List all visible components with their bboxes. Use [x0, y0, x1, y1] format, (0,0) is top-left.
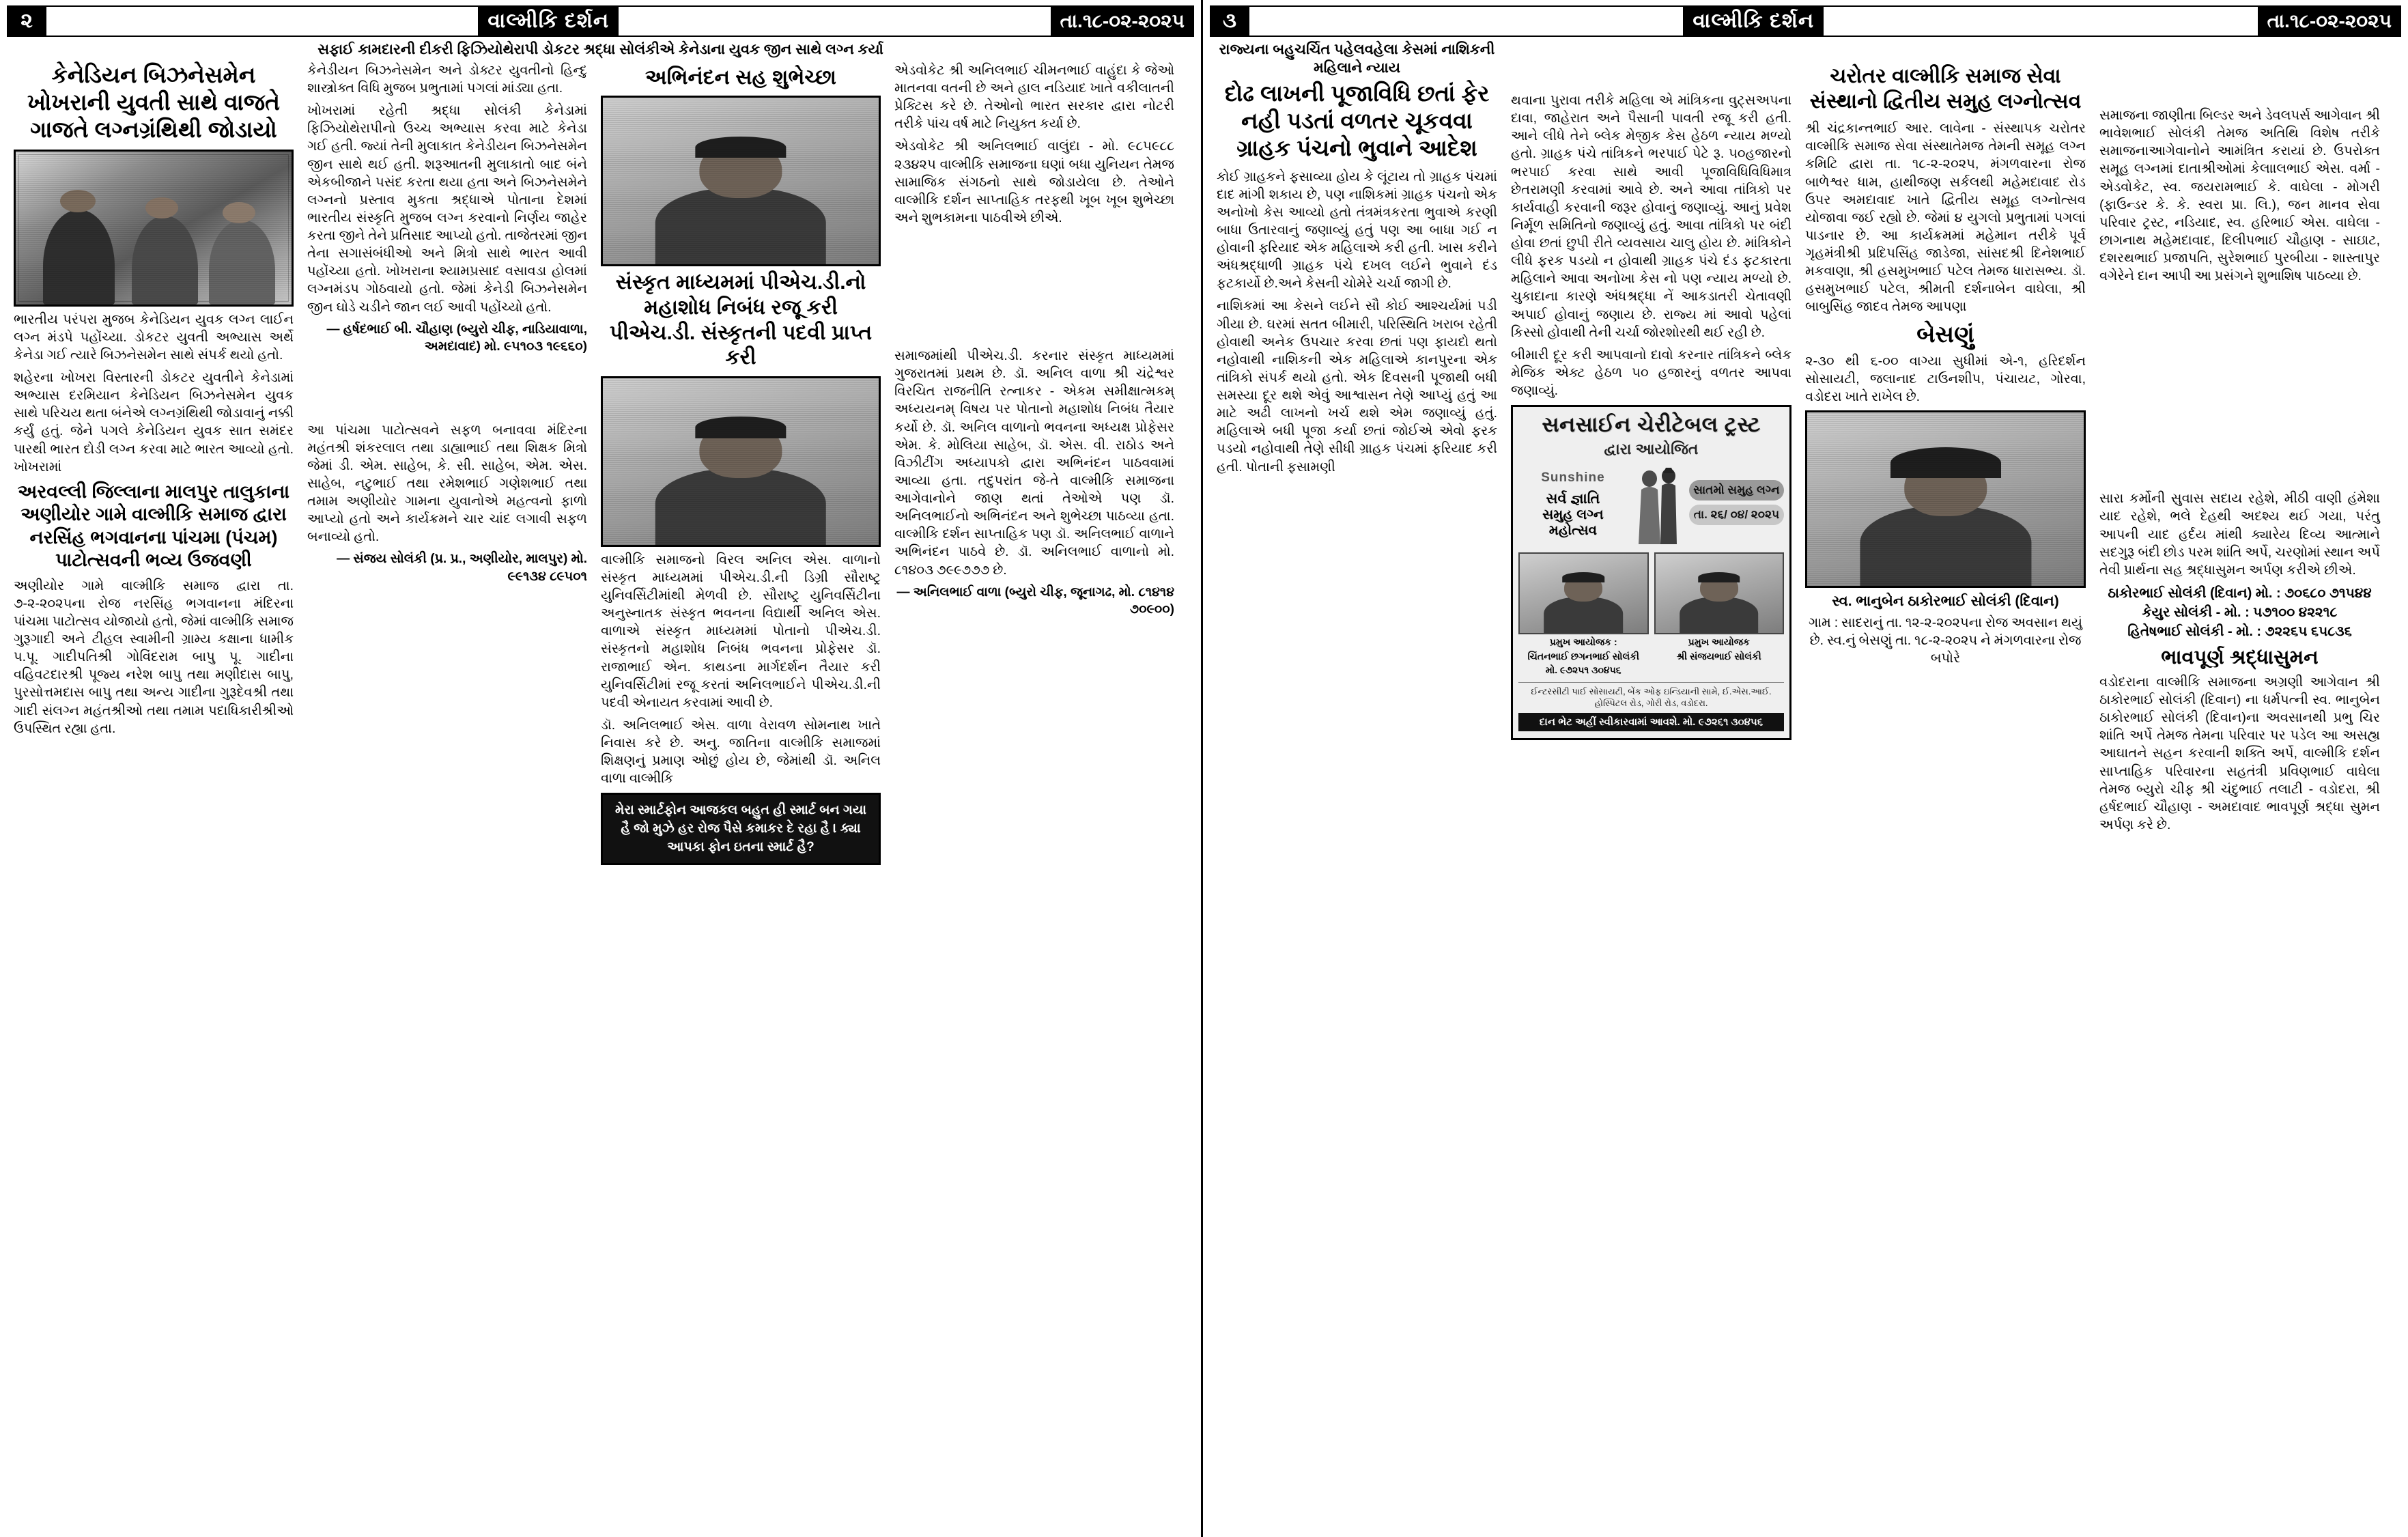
masthead-left: [7, 5, 1194, 37]
column-4-left: [888, 61, 1181, 1509]
page-left: [0, 0, 1203, 1537]
memorial-portrait: [1805, 410, 2086, 588]
article1-byline: — હર્ષદભાઈ બી. ચૌહાણ (બ્યુરો ચીફ, નાડિયાવાળા, અમદાવાદ) મો. ૯૫૧૦૩ ૧૯૬૬૦): [326, 322, 587, 354]
organizer-2-role: પ્રમુખ આયોજક: [1688, 636, 1750, 648]
organizer-2-hair: [1698, 572, 1740, 582]
page-right: [1203, 0, 2408, 1537]
lead-body-p2: નાશિકમાં આ કેસને લઈને સૌ કોઈ આશ્ચર્યમાં પડી ગીયા છે. ઘરમાં સતત બીમારી, પરિસ્થિતિ ખરાબ રહેતી હોવાથી અનેક ઉપચાર કરવા છતાં પણ ફાયદો થતો નહોવાથી નાશિકની એક મહિલાએ કાનપુરના એક તાંત્રિકો સંપર્ક થયો હતો. એક દિવસની પૂજાથી બધી સમસ્યા દૂર થશે એવું આશ્વાસન તેણે આપ્યું હતું આ માટે અઢી લાખનો ખર્ચ થશે એમ જણાવ્યું હતું. મહિલાએ બધી પૂજા કર્યા છતાં જોઈએ એવો ફરક પડયો નહોવાથી તેણે સીધી ગ્રાહક પંચમાં ફરિયાદ કરી હતી. પોતાની ફસામણી: [1217, 298, 1497, 475]
page-number-right: ૩: [1223, 10, 1236, 32]
column-1-right: [1210, 41, 1504, 1489]
organizer-1-bust: [1544, 597, 1623, 633]
masthead-spacer-left: [46, 7, 478, 36]
sunshine-trust-ad[interactable]: [1511, 405, 1791, 740]
memorial-body-p1: ૨-૩૦ થી ૬-૦૦ વાગ્યા સુધીમાં એ-૧, હરિદર્શન સોસાયટી, જલાનાદ ટાઉનશીપ, પંચાયટ, ગોરવા, વડોદરા ખાતે રાખેલ છે.: [1805, 353, 2086, 404]
organizer-1-name: ચિંતનભાઈ છગનભાઈ સોલંકી: [1527, 650, 1639, 662]
columns-right: [1210, 41, 2401, 1489]
shraddhasuman-body: વડોદરાના વાલ્મીકિ સમાજના અગ્રણી આગેવાન શ્રી ઠાકોરભાઈ સોલંકી (દિવાન) ના ધર્મપત્ની સ્વ. ભાનુબેન ઠાકોરભાઈ સોલંકી (દિવાન)ના અવસાનથી પ્રભુ ચિર શાંતિ અર્પે તેમજ તેમના પરિવાર પર પડેલ આ અસહ્ય આઘાતને સહન કરવાની શક્તિ અર્પે, વાલ્મીકિ દર્શન સાપ્તાહિક પરિવારના સહતંત્રી પ્રવિણભાઈ વાઘેલા તેમજ બ્યુરો ચીફ શ્રી ચંદુભાઈ તલાટી - વડોદરા, શ્રી હર્ષદભાઈ ચૌહાણ - અમદાવાદ ભાવપૂર્ણ શ્રદ્ધા સુમન અર્પણ કરે છે.: [2099, 674, 2380, 832]
congrats-heading: અભિનંદન સહ શુભેચ્છા: [645, 66, 836, 89]
phd-body-p1: વાલ્મીકિ સમાજનો વિરલ અનિલ એસ. વાળાનો સંસ્કૃત માધ્યમમાં પીએચ.ડી.ની ડિગ્રી સૌરાષ્ટ્ર યુનિવર્સિટીમાંથી મેળવી છે. સૌરાષ્ટ્ર યુનિવર્સિટીના અનુસ્નાતક સંસ્કૃત ભવનના વિદ્યાર્થી અનિલ એસ. વાળાએ સંસ્કૃત માધ્યમમાં પોતાનો પીએચ.ડી. સંસ્કૃતનો મહાશોધ નિબંધ ભવનના પ્રોફેસર ડૉ. રાજાભાઈ એન. કાથડના માર્ગદર્શન તૈયાર કરી યુનિવર્સિટીમાં રજૂ કરતાં અનિલભાઈને પીએચ.ડી.ની પદવી એનાયત કરવામાં આવી છે.: [601, 552, 881, 710]
ad-title: સનસાઈન ચેરીટેબલ ટ્રસ્ટ: [1542, 412, 1761, 437]
lead-kicker-right: રાજ્યના બહુચર્ચિત પહેલવહેલા કેસમાં નાશિકની મહિલાને ન્યાય: [1219, 42, 1495, 76]
organizer-1-photo: [1518, 552, 1649, 634]
shraddhasuman-heading: ભાવપૂર્ણ શ્રદ્ધાસુમન: [2161, 646, 2319, 668]
smartphone-ad[interactable]: મેરા સ્માર્ટફોન આજકલ બહુત હી સ્માર્ટ બન ગયા હૈ જો મુઝે હર રોજ પૈસે કમાકર દે રહા હૈ । ક્યા આપકા ફોન ઇતના સ્માર્ટ હૈ?: [601, 793, 881, 865]
photo-grain: [16, 152, 292, 305]
lead-body-p1: કોઈ ગ્રાહકને ફસાવ્યા હોય કે લૂંટાય તો ગ્રાહક પંચમાં દાદ માંગી શકાય છે, પણ નાશિકમાં ગ્રાહક પંચનો એક અનોખો કેસ આવ્યો હતો તંત્રમંત્રકરતા ભુવાએ કરણી બાધા ઉતારવાનું જણાવ્યું હતું પણ આ બાધા ગઈ ન હોવાની ફરિયાદ એક મહિલાએ કરી હતી. ખાસ કરીને અંધશ્રદ્ધાળી ગ્રાહક પંચે દખલ લઈને ભુવાને દંડ ફટકાર્યો છે.અને કેસની ચોમેરે ચર્ચા જાગી છે.: [1217, 169, 1497, 292]
column-2-right: [1504, 41, 1798, 1489]
column-1-left: [7, 61, 300, 1509]
portrait-photo-phd: [601, 376, 881, 547]
column-3-right: [1798, 41, 2093, 1489]
page-number-left: ૨: [20, 10, 33, 32]
contact-3: હિતેષભાઈ સોલંકી - મો. : ૭૨૨૬૫ ૬૫૮૩૬: [2127, 623, 2352, 639]
ad-organizer-1: [1518, 552, 1649, 677]
masthead-title-right: વાલ્મીકિ દર્શન: [1692, 10, 1815, 32]
memorial-detail: ગામ : સાદરાનું તા. ૧૨-૨-૨૦૨૫ના રોજ અવસાન થયું છે. સ્વ.નું બેસણું તા. ૧૮-૨-૨૦૨૫ ને મંગળવારના રોજ બપોરે: [1809, 615, 2082, 666]
bride-groom-icon: [1632, 464, 1685, 546]
article2-byline: — સંજય સોલંકી (પ્ર. પ્ર., અણીયોર, માલપુર) મો. ૯૯૧૩૪ ૮૯૫૦૧: [337, 552, 587, 584]
lead-headline-left: કેનેડિયન બિઝનેસમેન ખોખરાની યુવતી સાથે વાજતે ગાજતે લગ્નગ્રંથિથી જોડાયો: [27, 61, 280, 143]
charotar-body: શ્રી ચંદ્રકાન્તભાઈ આર. લાવેના - સંસ્થાપક ચરોતર વાલ્મીકિ સમાજ સેવા સંસ્થાતેમજ તેમની સમૂહ લગ્ન કમિટિ દ્વારા તા. ૧૮-૨-૨૦૨૫, મંગળવારના રોજ બાળેશ્વર ધામ, હાથીજણ સર્કલથી મહેમદાવાદ રોડ ઉપર અમદાવાદ ખાતે દ્વિતીય સમૂહ લગ્નોત્સવ યોજાવા જઈ રહ્યો છે. જેમાં ૪ યુગલો પ્રભુતામાં પગલાં પાડનાર છે. આ કાર્યક્રમમાં મહેમાન તરીકે પૂર્વ ગૃહમંત્રીશ્રી પ્રદિપસિંહ જાડેજા, સાંસદશ્રી દિનેશભાઈ મકવાણા, શ્રી હસમુખભાઈ પટેલ તેમજ ધારાસભ્ય. ડૉ. હસમુખભાઈ પટેલ, શ્રીમતી દર્શનાબેન વાઘેલા, શ્રી બાબુસિંહ જાદવ તેમજ આપણા: [1805, 121, 2086, 315]
organizer-1-hair: [1562, 572, 1604, 582]
columns-left: [7, 61, 1194, 1509]
masthead-spacer-right: [1249, 7, 1683, 36]
congrats-body-p2: એડવોકેટ શ્રી અનિલભાઈ વાલુંદા - મો. ૯૮૫૯૮૮ ૨૩૪૨૫ વાલ્મીકિ સમાજના ઘણાં બધા યુનિયન તેમજ સામાજિક સંગઠનો સાથે જોડાયેલા છે. તેઓને વાલ્મીકિ દર્શન સાપ્તાહિક તરફથી ખૂબ ખૂબ શુભેચ્છા અને શુભકામના પાઠવીએ છીએ.: [894, 139, 1174, 225]
lead-cont-p2: બીમારી દૂર કરી આપવાનો દાવો કરનાર તાંત્રિકને બ્લેક મેજિક એક્ટ હેઠળ ૫૦ હજારનું વળતર આપવા જણાવ્યું.: [1511, 347, 1791, 398]
phd-byline: — અનિલભાઈ વાળા (બ્યુરો ચીફ, જૂનાગઢ, મો. ૮૧૪૧૪ ૭૦૯૦૦): [896, 584, 1174, 617]
memorial-body-p2: સારા કર્મોની સુવાસ સદાય રહેશે, મીઠી વાણી હંમેશા યાદ રહેશે, ભલે દેહથી અદશ્ય થઈ ગયા, પરંતુ આપની યાદ હર્દય માંથી ક્યારેય દિવ્ય આત્માને સદગુરૂ બંદી છોડ પરમ શાંતિ અર્પે, ચરણોમાં સ્થાન અર્પે તેવી પ્રાર્થના સહ શ્રદ્ધાસુમન અર્પણ કરીએ છીએ.: [2099, 491, 2380, 578]
organizer-2-photo: [1654, 552, 1785, 634]
article1-body-col1: શહેરના ખોખરા વિસ્તારની ડોકટર યુવતીને કેનેડામાં અભ્યાસ દરમિયાન કેનેડિયન બિઝનેસમેન યુવક સાથે પરિચય થતા બંનેએ લગ્નગ્રંથિથી જોડાવાનું નક્કી કર્યું હતું. જેને પગલે કેનેડિયન યુવક સાત સમંદર પારથી ભારત દોડી લગ્ન કરવા માટે ભારત આવ્યો હતો. ખોખરામાં: [14, 370, 294, 475]
column-3-left: [594, 61, 888, 1509]
charotar-heading: ચરોતર વાલ્મીકિ સમાજ સેવા સંસ્થાનો દ્વિતીય સમુહ લગ્નોત્સવ: [1809, 65, 2082, 113]
organizer-2-bust: [1680, 597, 1759, 633]
ad-right-block: [1689, 480, 1784, 529]
portrait-grain-2: [603, 378, 879, 545]
lead-headline-right: દોઢ લાખની પૂજાવિધિ છતાં ફેર નહી પડતાં વળતર ચૂકવવા ગ્રાહક પંચનો ભુવાને આદેશ: [1224, 80, 1490, 161]
wedding-photo: [14, 150, 294, 307]
masthead-spacer2-right: [1824, 7, 2257, 36]
ad-pill-date: તા. ૨૬/ ૦૪/ ૨૦૨૫: [1689, 505, 1784, 525]
masthead-date-left: તા.૧૮-૦૨-૨૦૨૫: [1060, 10, 1185, 31]
memorial-name: સ્વ. ભાનુબેન ઠાકોરભાઈ સોલંકી (દિવાન): [1832, 593, 2059, 609]
article2-headline: અરવલ્લી જિલ્લાના માલપુર તાલુકાના અણીયોર ગામે વાલ્મીકિ સમાજ દ્વારા નરસિંહ ભગવાનના પાંચમા (પંચમ) પાટોત્સવની ભવ્ય ઉજવણી: [17, 481, 290, 571]
article1-cont-p1: કેનેડીયન બિઝનેસમેન અને ડોક્ટર યુવતીનો હિન્દુ શાસ્ત્રોક્ત વિધિ મુજબ પ્રભુતામાં પગલાં માંડ્યા હતા.: [307, 62, 587, 96]
ad-left-block: [1518, 470, 1628, 539]
column-4-right: [2093, 41, 2387, 1489]
ad-couple-illustration: [1632, 464, 1685, 546]
ad-address: ઈન્ટરસીટી પાઈ સોસાયટી, બેંક ઓફ ઇન્ડિયાની સામે, ઈ.એસ.આઈ. હોસ્પિટલ રોડ, ગોરી રોડ, વડોદરા.: [1518, 682, 1784, 709]
portrait-photo-anilbhai: [601, 96, 881, 266]
ad-subtitle: દ્વારા આયોજિત: [1604, 440, 1699, 458]
ad-line-2: સમુહ લગ્ન મહોત્સવ: [1542, 507, 1604, 539]
ad-organizer-2: [1654, 552, 1785, 677]
charotar-cont: સમાજના જાણીતા બિલ્ડર અને ડેવલપર્સ આગેવાન શ્રી ભાવેશભાઈ સોલંકી તેમજ અતિથિ વિશેષ તરીકે સમાજનાઆગેવાનોને આમંત્રિત કરાયાં છે. ઉપરોક્ત સમૂહ લગ્નમાં દાતાશ્રીઓમાં કેલાાલભાઈ એસ. વર્મા - એડવોકેટ, સ્વ. જયરામભાઈ કે. વાઘેલા - મોગરી (ફાઉન્ડર કે. કે. સ્વરા પ્રા. લિ.), જન માનવ સેવા પરિવાર ટ્રસ્ટ, નડિયાદ, સ્વ. હરિભાઈ એસ. વાઘેલા - છાગનાથ મહેમદાવાદ, દિલીપભાઈ ચૌહાણ - સાઇાંટ, દશરથભાઈ પ્રજાપતિ, સુરેશભાઈ પુરબીયા - શાસ્તાપુર વગેરેને દાન આપી આ પ્રસંગને શુભાશિષ પાઠવ્યા છે.: [2099, 108, 2380, 284]
masthead-date-right: તા.૧૮-૦૨-૨૦૨૫: [2267, 10, 2392, 31]
congrats-body-p1: એડવોકેટ શ્રી અનિલભાઈ ચીમનભાઈ વાહુંદા કે જેઓ માતનવા વતની છે અને હાલ નડિયાદ ખાતે વકીલાતની પ્રેક્ટિસ કરે છે. તેઓનો ભારત સરકાર દ્વારા નોટરી તરીકે પાંચ વર્ષ માટે નિયુક્ત કર્યા છે.: [894, 62, 1174, 132]
article2-body-col1: અણીયોર ગામે વાલ્મીકિ સમાજ દ્વારા તા. ૭-૨-૨૦૨૫ના રોજ નરસિંહ ભગવાનના મંદિરના પાંચમા પાટોત્સવ યોજાયો હતો, જેમાં વાલ્મીકિ સમાજ ગુરૂગાદી અને ટીહલ સ્વામીની ગ્રામ્ય કક્ષાના ધામીક પ.પૂ. ગાદીપતિશ્રી ગોવિંદરામ બાપુ પૂ. ગાદીના વહિવટદારશ્રી પૂજ્ય નરેશ બાપુ તથા મણીદાસ બાપુ, પુરસોત્તમદાસ બાપુ તથા અન્ય ગાદીના ગુરૂદેવશ્રી તથા ગાદી સંલગ્ન મહંતશ્રીઓ તથા તમામ પદાધિકારીશ્રીઓ ઉપસ્થિત રહ્યા હતા.: [14, 578, 294, 736]
organizer-1-role: પ્રમુખ આયોજક :: [1549, 636, 1617, 648]
contact-2: કેયુર સોલંકી - મો. : ૫૭૧૦૦ ૪૨૨૧૮: [2142, 604, 2338, 620]
photo-caption: ભારતીય પરંપરા મુજબ કેનેડિયન યુવક લગ્ન લાઈન લગ્ન મંડપે પહોંચ્યા. ડોકટર યુવતી અભ્યાસ અર્થે કેનેડા ગઈ ત્યારે બિઝનેસમેન સાથે સંપર્ક થયો હતો.: [14, 311, 294, 363]
portrait-grain: [603, 98, 879, 264]
lead-cont-p1: થવાના પુરાવા તરીકે મહિલા એ માંત્રિકના વુટ્સઅપના દાવા, જાહેરાત અને પૈસાની પાવતી રજૂ કરી હતી. આને લીધે તેને બ્લેક મેજીક કેસ હેઠળ ન્યાય મળ્યો હતો. ગ્રાહક પંચે તાંત્રિકને ભરપાઈ પેટે રૂ. ૫૦હજારનો ભરપાઈ કરવા સાથે આવી પૂજાવિધિવિધિમાત્ર છેતરામણી કરવામાં આવે છે. અને આવા તાંત્રિકો પર કાર્યવાહી કરવાની જરૂર હોવાનું જણાવ્યું. આનું પ્રવેશ નિર્મૂળ સમિતિનો જણાવ્યું હતું. આવા તાંત્રિકો પર બંદી હોવા છતાં છુપી રીતે વ્યવસાય ચાલુ હોય છે. માંત્રિકોને લીધે ફરક પડયો ન હોવાથી ગ્રાહક પંચે દંડ ફટકારતા મહિલાને આવા અનોખા કેસ નો પણ ન્યાય મળ્યો છે. ચુકાદાના કારણે અંધશ્રદ્ધા નેં આકડાતરી ચેતાવણી અપાઈ હોવાનું જણાય છે. રાજ્ય માં આવો પહેલાં કિસ્સો હોવાથી તેની ચર્ચા જોરશોરથી થઈ રહી છે.: [1511, 93, 1791, 340]
organizer-2-name: શ્રી સંજયભાઈ સોલંકી: [1676, 650, 1761, 662]
ad-organizers: [1518, 552, 1784, 677]
contact-1: ઠાકોરભાઈ સોલંકી (દિવાન) મો. : ૭૦૬૮૦ ૭૧૫૪૪: [2108, 585, 2372, 601]
memorial-heading: બેસણું: [1916, 321, 1974, 348]
article1-cont-p2: ખોખરામાં રહેતી શ્રદ્ધા સોલંકી કેનેડામાં ફિઝિયોથેરાપીનો ઉચ્ચ અભ્યાસ કરવા માટે કેનેડા ગઈ હતી. જ્યાં તેની મુલાકાત કેનેડીયન બિઝનેસમેન જીન સાથે થઈ હતી. શરૂઆતની મુલાકાતો બાદ બંને એકબીજાને પસંદ કરતા થયા હતા અને બિઝનેસમેને લગ્નનો પ્રસ્તાવ મુકતા શ્રદ્ધાએ પોતાના દેશમાં ભારતીય સંસ્કૃતિ મુજબ લગ્ન કરવાનો નિર્ણય જાહેર કરતા જીને તેને પ્રતિસાદ આપ્યો હતો. તાજેતરમાં જીન તેના સગાસંબંધીઓ અને મિત્રો સાથે ભારત આવી પહોંચ્યા હતો. ખોખરાના શ્યામપ્રસાદ વસાવડા હોલમાં લગ્નમંડપ ગોઠવાયો હતો. જેમાં કેનેડી બિઝનેસમેન જીન ઘોડે ચડીને જાન લઈ આવી પહોંચ્યો હતો.: [307, 103, 587, 315]
ad-donation-note: દાન ભેટ અહીં સ્વીકારવામાં આવશે. મો. ૯૭૨૬૧ ૩૦૪૫૬: [1518, 713, 1784, 731]
masthead-right: [1210, 5, 2401, 37]
phd-heading: સંસ્કૃત માધ્યમમાં પીએચ.ડી.નો મહાશોધ નિબંધ રજૂ કરી પીએચ.ડી. સંસ્કૃતની પદવી પ્રાપ્ત કરી: [609, 271, 873, 369]
lead-kicker-left: સફાઈ કામદારની દીકરી ફિઝિયોથેરાપી ડોકટર શ્રદ્ધા સોલંકીએ કેનેડાના યુવક જીન સાથે લગ્ન કર્યા: [317, 42, 883, 57]
memorial-grain: [1807, 412, 2084, 586]
ad-line-1: સર્વ જ્ઞાતિ: [1546, 491, 1600, 507]
ad-pill-event: સાતમો સમુહ લગ્ન: [1689, 480, 1784, 500]
article2-cont-p1: આ પાંચમા પાટોત્સવને સફળ બનાવવા મંદિરના મહંતશ્રી શંકરલાલ તથા ડાહ્યાભાઈ તથા શિક્ષક મિત્રો જેમાં ડી. એમ. સાહેબ, કે. સી. સાહેબ, એમ. એસ. સાહેબ, નટુભાઈ તથા રમેશભાઈ ગણેશભાઈ તથા તમામ અણીયોર ગામના યુવાનોએ મહત્વનો ફાળો આપ્યો હતો અને કાર્યક્રમને ચાર ચાંદ લગાવી સફળ બનાવ્યો હતો.: [307, 422, 587, 545]
phd-body-p2: ડૉ. અનિલભાઈ એસ. વાળા વેરાવળ સોમનાથ ખાતે નિવાસ કરે છે. અનુ. જાતિના વાલ્મીકિ સમાજમાં શિક્ષણનું પ્રમાણ ઓછું હોય છે, જેમાંથી ડૉ. અનિલ વાળા વાલ્મીકિ: [601, 717, 881, 787]
ad-main-row: [1518, 464, 1784, 546]
phd-col4-body: સમાજમાંથી પીએચ.ડી. કરનાર સંસ્કૃત માધ્યમમાં ગુજરાતમાં પ્રથમ છે. ડૉ. અનિલ વાળા શ્રી ચંદ્રેશ્વર વિરચિત રાજનીતિ રત્નાકર - એકમ સમીક્ષાત્મકમ્ અધ્યયનમ્ વિષય પર પોતાનો મહાશોધ નિબંધ તૈયાર કર્યો છે. ડૉ. અનિલ વાળાનો ભવનના અધ્યક્ષ પ્રોફેસર એમ. કે. મોલિયા સાહેબ, ડૉ. એસ. વી. રાઠોડ અને વિઝીટીંગ અધ્યાપકો દ્વારા અભિનંદન પાઠવવામાં આવ્યા હતા. તદુપરાંત જે-તે વાલ્મીકિ સમાજના આગેવાનોને જાણ થતાં તેઓએ પણ ડૉ. અનિલભાઈનો અભિનંદન અને શુભેચ્છા પાઠવ્યા હતા. વાલ્મીકિ દર્શન સાપ્તાહિક પણ ડૉ. અનિલભાઈ વાળાને અભિનંદન પાઠવે છે. ડૉ. અનિલભાઈ વાળાનો મો. ૮૧૪૦૩ ૭૯૯૭૭૭ છે.: [894, 348, 1174, 578]
masthead-spacer2-left: [619, 7, 1050, 36]
ad-brand-name: Sunshine: [1541, 470, 1605, 485]
column-2-left: [300, 61, 594, 1509]
masthead-title-left: વાલ્મીકિ દર્શન: [487, 10, 610, 32]
organizer-1-mobile: મો. ૯૭૨૫૧ ૩૦૪૫૬: [1545, 664, 1621, 676]
